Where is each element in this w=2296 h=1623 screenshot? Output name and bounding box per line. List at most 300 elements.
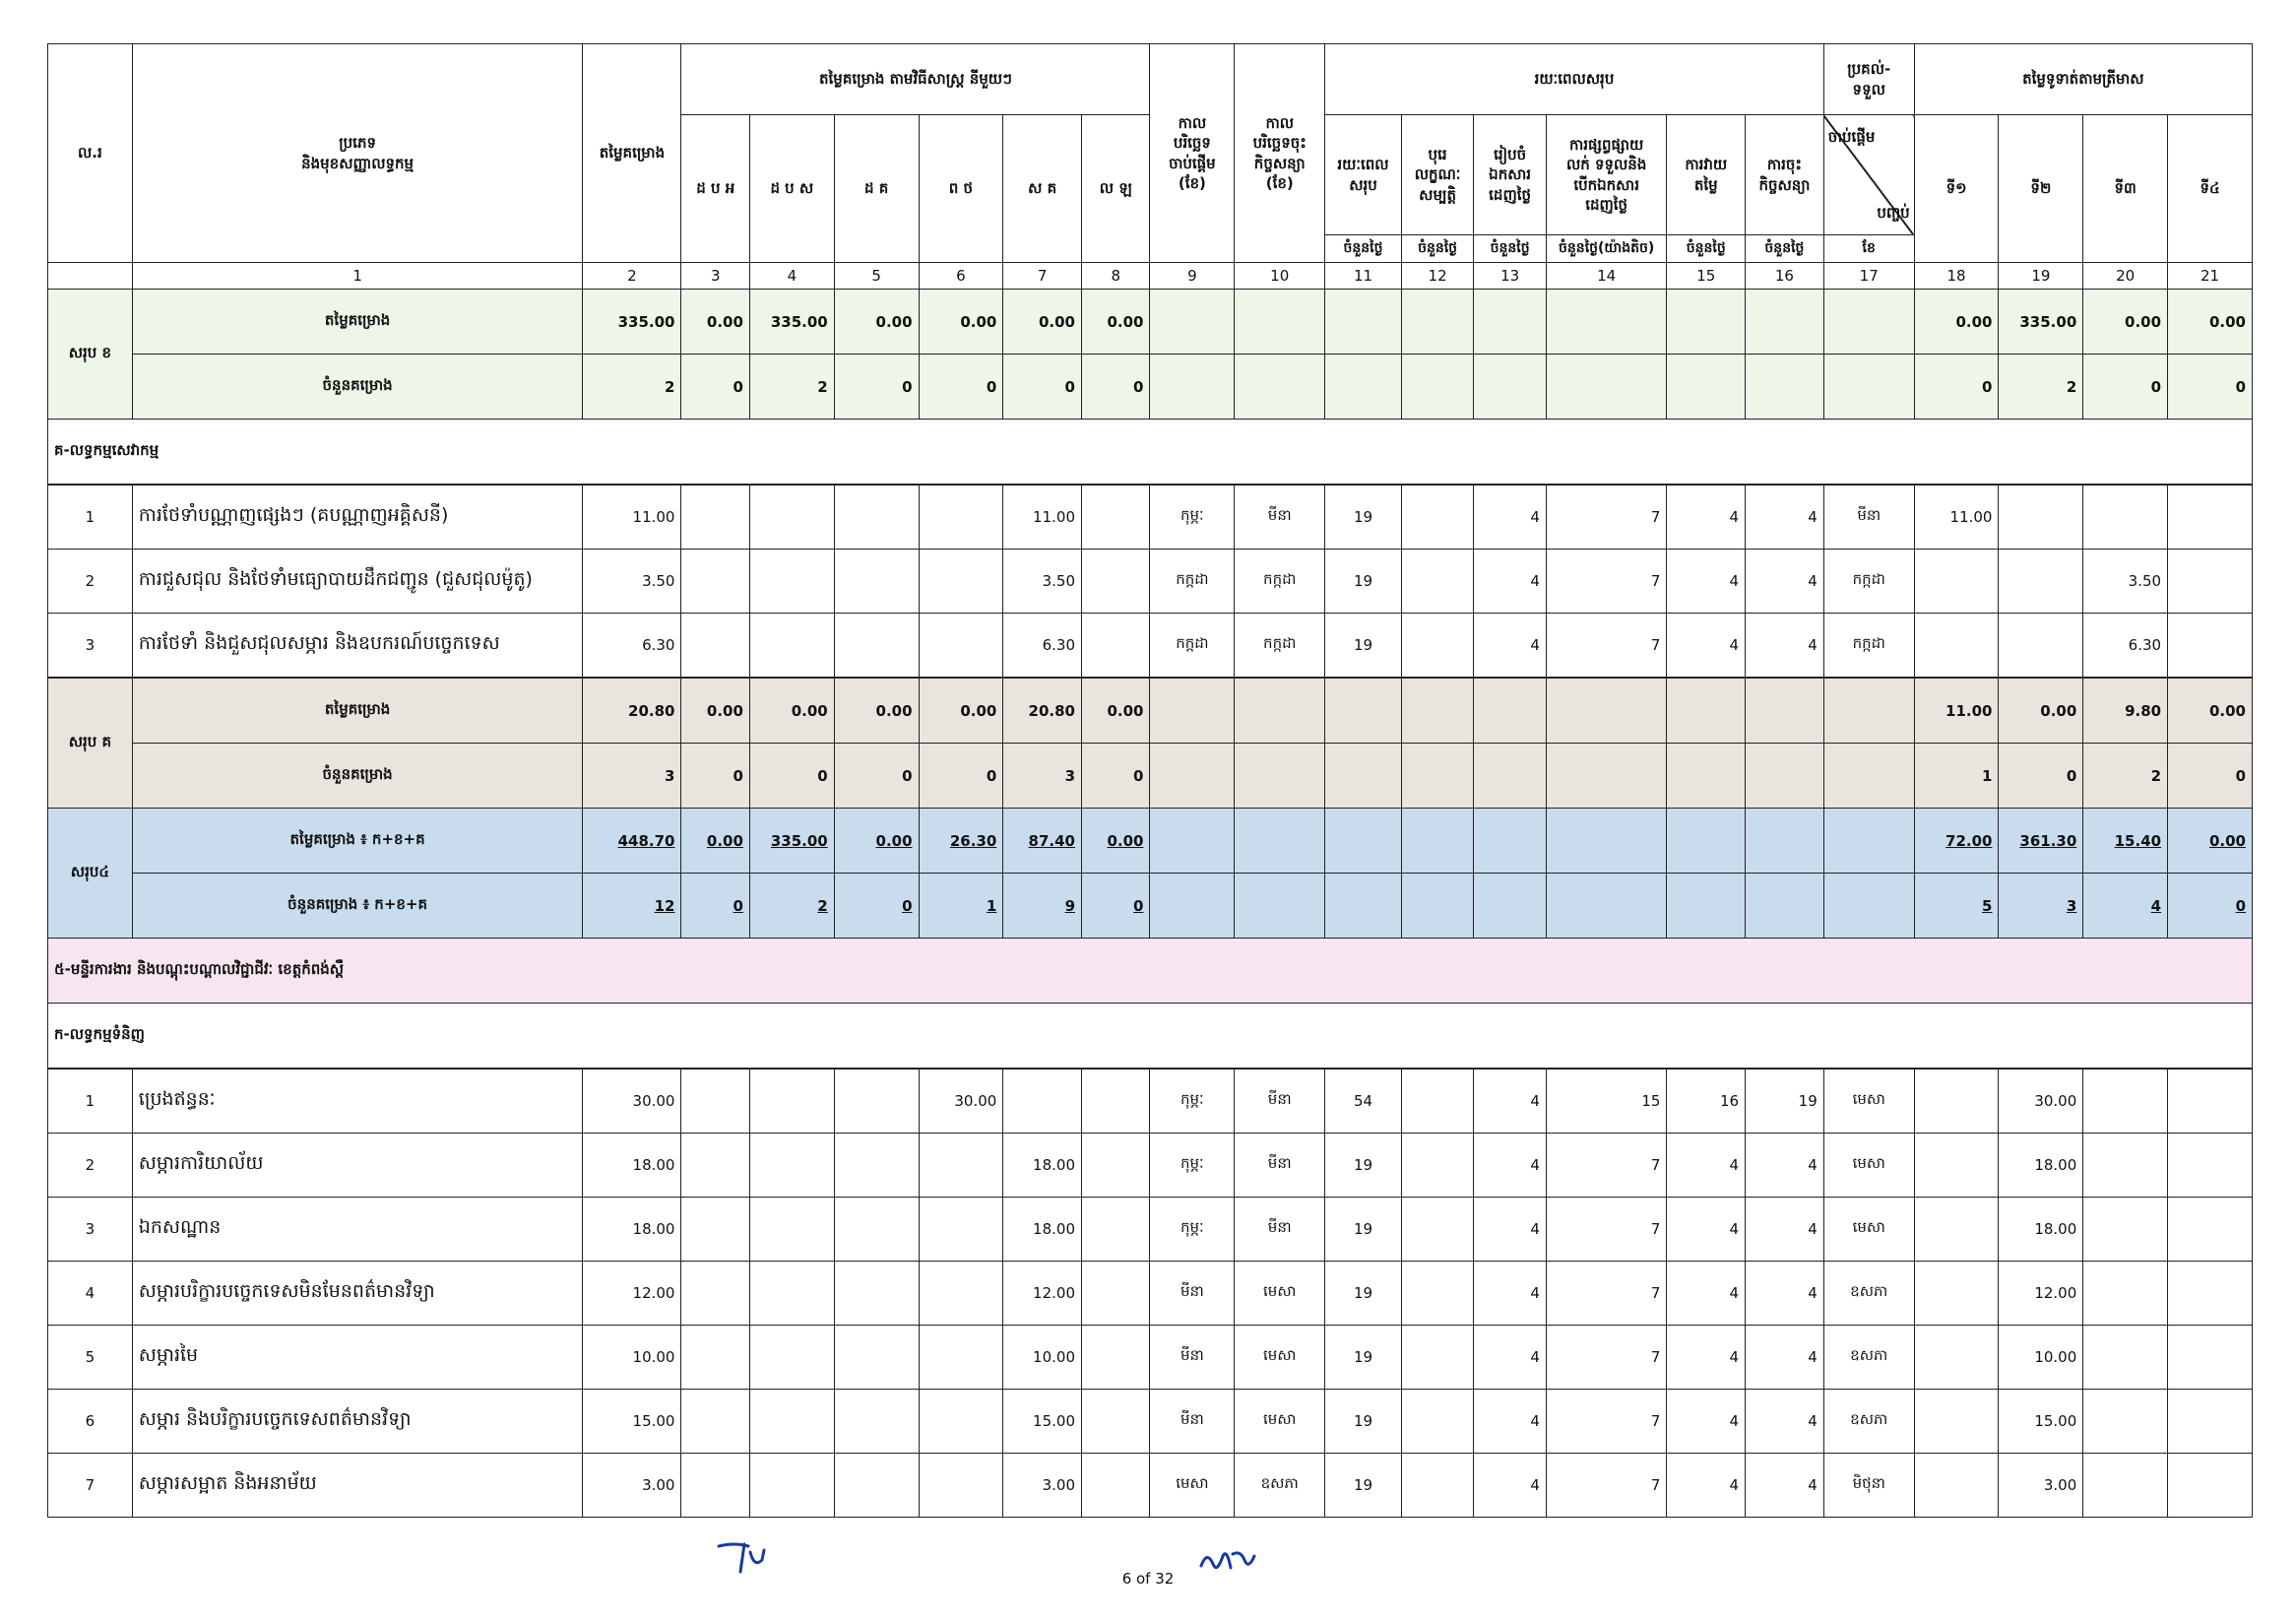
- start-month: កុម្ភៈ: [1150, 1134, 1235, 1198]
- contract-month: មីនា: [1235, 1070, 1325, 1134]
- empty-cell: [2168, 1454, 2253, 1518]
- contract-month: មីនា: [1235, 1198, 1325, 1262]
- table-row: [48, 1390, 2253, 1454]
- empty-cell: [1150, 679, 1235, 744]
- start-month: កក្កដា: [1150, 614, 1235, 678]
- contract-month: ឧសភា: [1235, 1454, 1325, 1518]
- start-month: កក្កដា: [1150, 550, 1235, 614]
- quarter-value: 2: [1999, 355, 2083, 420]
- item-name: សម្ភារមៃ: [132, 1326, 583, 1390]
- col-start-period-header: កាល បរិច្ឆេទ ចាប់ផ្តើម (ខែ): [1150, 44, 1235, 263]
- empty-cell: [1082, 486, 1150, 550]
- contract-month: កក្កដា: [1235, 550, 1325, 614]
- empty-cell: [2168, 1326, 2253, 1390]
- column-number-row: [48, 263, 2253, 290]
- empty-cell: [1823, 744, 1914, 809]
- duration-value: 7: [1546, 1390, 1667, 1454]
- empty-cell: [1474, 679, 1547, 744]
- empty-cell: [681, 486, 749, 550]
- summary-estimate-row: [48, 809, 2253, 874]
- duration-unit: ចំនួនថ្ងៃ: [1325, 235, 1402, 263]
- duration-value: 4: [1746, 1134, 1824, 1198]
- contract-month: មេសា: [1235, 1326, 1325, 1390]
- col-number: 14: [1546, 263, 1667, 290]
- col-number: 20: [2083, 263, 2168, 290]
- summary-value: 0: [834, 355, 919, 420]
- duration-value: 4: [1474, 1198, 1547, 1262]
- estimate-value: 11.00: [583, 486, 681, 550]
- quarter-value: 30.00: [1999, 1070, 2083, 1134]
- empty-cell: [681, 1262, 749, 1326]
- empty-cell: [1235, 744, 1325, 809]
- quarter-value: 18.00: [1999, 1134, 2083, 1198]
- duration-value: 4: [1667, 1198, 1746, 1262]
- summary-value: 9: [1003, 874, 1082, 939]
- empty-cell: [1401, 1262, 1474, 1326]
- empty-cell: [1914, 1326, 1999, 1390]
- quarter-value: [2168, 486, 2253, 550]
- empty-cell: [681, 1326, 749, 1390]
- duration-value: 4: [1667, 550, 1746, 614]
- table-row: [48, 550, 2253, 614]
- col-contract-period-header: កាល បរិច្ឆេទចុះ កិច្ចសន្យា (ខែ): [1235, 44, 1325, 263]
- receipt-month: មេសា: [1823, 1134, 1914, 1198]
- method-header: ស គ: [1003, 115, 1082, 263]
- duration-value: 15: [1546, 1070, 1667, 1134]
- quarter-value: 6.30: [2083, 614, 2168, 678]
- quarter-group-header: តម្លៃទូទាត់តាមត្រីមាស: [1914, 44, 2252, 115]
- empty-cell: [1325, 809, 1402, 874]
- summary-value: 335.00: [583, 290, 681, 355]
- summary-value: 0: [919, 744, 1003, 809]
- quarter-value: 4: [2083, 874, 2168, 939]
- empty-cell: [1401, 874, 1474, 939]
- initial-signature-mark: [715, 1538, 784, 1578]
- duration-header: ការផ្សព្វផ្សាយ លក់ ទទួលនិង បើកឯកសារ ដេញថ្លៃ: [1546, 115, 1667, 235]
- table-row: [48, 1134, 2253, 1198]
- table-row: [48, 1198, 2253, 1262]
- empty-cell: [1401, 1198, 1474, 1262]
- duration-value: 4: [1667, 1326, 1746, 1390]
- duration-value: 4: [1474, 1070, 1547, 1134]
- col-no-header: ល.រ: [48, 44, 133, 263]
- duration-value: 7: [1546, 1134, 1667, 1198]
- quarter-value: 0: [1914, 355, 1999, 420]
- quarter-value: 0.00: [2168, 679, 2253, 744]
- contract-month: មីនា: [1235, 1134, 1325, 1198]
- empty-cell: [681, 550, 749, 614]
- empty-cell: [2168, 1262, 2253, 1326]
- quarter-value: [1999, 614, 2083, 678]
- quarter-header: ទី៤: [2168, 115, 2253, 263]
- receipt-month: ឧសភា: [1823, 1262, 1914, 1326]
- quarter-value: 0.00: [1999, 679, 2083, 744]
- quarter-value: 0.00: [1914, 290, 1999, 355]
- table-row: [48, 1070, 2253, 1134]
- initial-signature-mark: [1197, 1544, 1260, 1580]
- estimate-value: 10.00: [583, 1326, 681, 1390]
- duration-unit: ចំនួនថ្ងៃ: [1474, 235, 1547, 263]
- section-ministry-row: [48, 939, 2253, 1004]
- summary-totals-table: [47, 678, 2253, 1069]
- contract-month: មេសា: [1235, 1390, 1325, 1454]
- col-number: 18: [1914, 263, 1999, 290]
- empty-cell: [1082, 1070, 1150, 1134]
- summary-count-row: [48, 874, 2253, 939]
- summary-estimate-row: [48, 679, 2253, 744]
- empty-cell: [1401, 550, 1474, 614]
- receipt-month: កក្កដា: [1823, 614, 1914, 678]
- quarter-header: ទី៣: [2083, 115, 2168, 263]
- method-value: 18.00: [1003, 1198, 1082, 1262]
- empty-cell: [2168, 1390, 2253, 1454]
- quarter-value: 0: [2083, 355, 2168, 420]
- empty-cell: [834, 1326, 919, 1390]
- receipt-month: មីនា: [1823, 486, 1914, 550]
- empty-cell: [1474, 874, 1547, 939]
- col-number: 13: [1474, 263, 1547, 290]
- empty-cell: [749, 614, 834, 678]
- duration-value: 4: [1746, 1390, 1824, 1454]
- duration-unit: ចំនួនថ្ងៃ: [1401, 235, 1474, 263]
- estimate-value: 30.00: [583, 1070, 681, 1134]
- duration-value: 7: [1546, 550, 1667, 614]
- empty-cell: [1401, 614, 1474, 678]
- section-title: គ-លទ្ធកម្មសេវាកម្ម: [48, 420, 2253, 485]
- goods-items-table: [47, 1069, 2253, 1518]
- summary-value: 0.00: [681, 809, 749, 874]
- item-name: សម្ភារបរិក្ខារបច្ចេកទេសមិនមែនពត៌មានវិទ្យា: [132, 1262, 583, 1326]
- empty-cell: [834, 614, 919, 678]
- duration-value: 4: [1667, 1262, 1746, 1326]
- item-name: ឯកសណ្ឋាន: [132, 1198, 583, 1262]
- section-goods-row: [48, 1004, 2253, 1069]
- duration-value: 4: [1746, 1262, 1824, 1326]
- duration-value: 4: [1474, 1326, 1547, 1390]
- summary-count-row: [48, 744, 2253, 809]
- summary-value: 0: [919, 355, 1003, 420]
- empty-cell: [1667, 874, 1746, 939]
- method-value: 3.00: [1003, 1454, 1082, 1518]
- quarter-value: 1: [1914, 744, 1999, 809]
- empty-cell: [1401, 1070, 1474, 1134]
- empty-cell: [2083, 1390, 2168, 1454]
- empty-cell: [1823, 679, 1914, 744]
- empty-cell: [1546, 679, 1667, 744]
- quarter-value: 10.00: [1999, 1326, 2083, 1390]
- duration-value: 7: [1546, 486, 1667, 550]
- empty-cell: [1546, 874, 1667, 939]
- quarter-value: 3.50: [2083, 550, 2168, 614]
- receipt-month: មេសា: [1823, 1198, 1914, 1262]
- services-items-table: [47, 485, 2253, 678]
- procurement-table: [47, 43, 2253, 485]
- quarter-value: 335.00: [1999, 290, 2083, 355]
- summary-value: 0.00: [1003, 290, 1082, 355]
- row-number: 6: [48, 1390, 133, 1454]
- col-number: 8: [1081, 263, 1149, 290]
- summary-value: 0: [1082, 874, 1150, 939]
- col-number: 17: [1823, 263, 1914, 290]
- row-number: 2: [48, 550, 133, 614]
- quarter-header: ទី២: [1999, 115, 2083, 263]
- empty-cell: [834, 1198, 919, 1262]
- empty-cell: [1082, 1198, 1150, 1262]
- col-number: 15: [1667, 263, 1746, 290]
- empty-cell: [1823, 874, 1914, 939]
- empty-cell: [834, 1390, 919, 1454]
- estimate-label: តម្លៃគម្រោង: [132, 679, 583, 744]
- item-name: សម្ភារ និងបរិក្ខារបច្ចេកទេសពត៌មានវិទ្យា: [132, 1390, 583, 1454]
- empty-cell: [834, 1454, 919, 1518]
- quarter-value: 0: [2168, 874, 2253, 939]
- quarter-value: 0: [1999, 744, 2083, 809]
- quarter-value: 0.00: [2168, 809, 2253, 874]
- contract-month: កក្កដា: [1235, 614, 1325, 678]
- start-month: មីនា: [1150, 1262, 1235, 1326]
- empty-cell: [1082, 550, 1150, 614]
- summary-label: សរុប៤: [48, 809, 133, 939]
- duration-value: 4: [1474, 1262, 1547, 1326]
- summary-value: 3: [583, 744, 681, 809]
- summary-value: 0.00: [1081, 290, 1149, 355]
- empty-cell: [1667, 809, 1746, 874]
- duration-value: 4: [1474, 486, 1547, 550]
- quarter-value: 2: [2083, 744, 2168, 809]
- table-row: [48, 1326, 2253, 1390]
- empty-cell: [681, 1070, 749, 1134]
- duration-unit: ចំនួនថ្ងៃ: [1746, 235, 1824, 263]
- duration-total: 19: [1325, 1134, 1402, 1198]
- summary-value: 0.00: [681, 679, 749, 744]
- empty-cell: [1082, 1262, 1150, 1326]
- empty-cell: [1235, 874, 1325, 939]
- duration-total: 54: [1325, 1070, 1402, 1134]
- empty-cell: [2168, 1198, 2253, 1262]
- method-value: 10.00: [1003, 1326, 1082, 1390]
- duration-total: 19: [1325, 1390, 1402, 1454]
- receipt-month: ឧសភា: [1823, 1326, 1914, 1390]
- empty-cell: [1401, 486, 1474, 550]
- quarter-value: 11.00: [1914, 486, 1999, 550]
- empty-cell: [1401, 1134, 1474, 1198]
- receipt-month: មិថុនា: [1823, 1454, 1914, 1518]
- summary-value: 0.00: [834, 290, 919, 355]
- duration-value: 4: [1474, 614, 1547, 678]
- summary-value: 0.00: [1082, 809, 1150, 874]
- col-number: 3: [681, 263, 749, 290]
- estimate-value: 18.00: [583, 1134, 681, 1198]
- empty-cell: [1401, 744, 1474, 809]
- summary-value: 448.70: [583, 809, 681, 874]
- section-title: ៥-មន្ទីរការងារ និងបណ្តុះបណ្តាលវិជ្ជាជីវៈ ខេត្តកំពង់ស្ពឺ: [48, 939, 2253, 1004]
- method-value: 30.00: [919, 1070, 1003, 1134]
- receipt-month: កក្កដា: [1823, 550, 1914, 614]
- duration-total: 19: [1325, 486, 1402, 550]
- col-number: 4: [749, 263, 834, 290]
- empty-cell: [2083, 1198, 2168, 1262]
- method-value: [919, 1454, 1003, 1518]
- col-number: 16: [1746, 263, 1824, 290]
- empty-cell: [2083, 1070, 2168, 1134]
- empty-cell: [1235, 679, 1325, 744]
- summary-value: 0.00: [681, 290, 749, 355]
- quarter-value: 15.00: [1999, 1390, 2083, 1454]
- estimate-label: តម្លៃគម្រោង ៖ ក+ខ+គ: [132, 809, 583, 874]
- quarter-value: 3.00: [1999, 1454, 2083, 1518]
- empty-cell: [1325, 744, 1402, 809]
- summary-label: សរុប គ: [48, 679, 133, 809]
- empty-cell: [749, 1390, 834, 1454]
- col-number: 7: [1003, 263, 1082, 290]
- duration-value: 4: [1667, 1454, 1746, 1518]
- empty-cell: [2083, 1262, 2168, 1326]
- empty-cell: [834, 486, 919, 550]
- quarter-value: 11.00: [1914, 679, 1999, 744]
- summary-value: 12: [583, 874, 681, 939]
- empty-cell: [1823, 809, 1914, 874]
- duration-header: រៀបចំ ឯកសារ ដេញថ្លៃ: [1474, 115, 1547, 235]
- procurement-plan-sheet: [47, 43, 2253, 1518]
- empty-cell: [1746, 809, 1824, 874]
- start-month: មីនា: [1150, 1326, 1235, 1390]
- col-number: 2: [583, 263, 681, 290]
- empty-cell: [1401, 809, 1474, 874]
- method-header: ដ ប អ: [681, 115, 749, 263]
- receipt-end-label: បញ្ចប់: [1877, 203, 1910, 222]
- duration-total: 19: [1325, 550, 1402, 614]
- duration-total: 19: [1325, 1326, 1402, 1390]
- empty-cell: [1401, 1454, 1474, 1518]
- summary-value: 20.80: [583, 679, 681, 744]
- summary-value: 87.40: [1003, 809, 1082, 874]
- empty-cell: [1082, 1134, 1150, 1198]
- summary-value: 0: [681, 744, 749, 809]
- summary-value: 0: [834, 874, 919, 939]
- duration-value: 4: [1667, 486, 1746, 550]
- section-title: ក-លទ្ធកម្មទំនិញ: [48, 1004, 2253, 1069]
- estimate-value: 3.00: [583, 1454, 681, 1518]
- col-number: 12: [1401, 263, 1474, 290]
- row-number: 5: [48, 1326, 133, 1390]
- empty-cell: [749, 1198, 834, 1262]
- method-value: 11.00: [1003, 486, 1082, 550]
- empty-cell: [1150, 744, 1235, 809]
- estimate-value: 6.30: [583, 614, 681, 678]
- summary-value: 0: [749, 744, 834, 809]
- method-group-header: តម្លៃគម្រោង តាមវិធីសាស្ត្រ នីមួយៗ: [681, 44, 1150, 115]
- duration-header: រយៈពេល សរុប: [1325, 115, 1402, 235]
- empty-cell: [834, 1134, 919, 1198]
- page-number: 6 of 32: [1121, 1570, 1175, 1588]
- quarter-value: [1999, 486, 2083, 550]
- quarter-value: [2168, 550, 2253, 614]
- quarter-value: 18.00: [1999, 1198, 2083, 1262]
- start-month: មេសា: [1150, 1454, 1235, 1518]
- empty-cell: [1746, 744, 1824, 809]
- receipt-group-header: ប្រគល់- ទទួល: [1823, 44, 1914, 115]
- empty-cell: [1914, 1070, 1999, 1134]
- empty-cell: [1150, 874, 1235, 939]
- empty-cell: [1914, 1390, 1999, 1454]
- method-value: 18.00: [1003, 1134, 1082, 1198]
- duration-value: 4: [1474, 1454, 1547, 1518]
- empty-cell: [1667, 679, 1746, 744]
- empty-cell: [749, 1070, 834, 1134]
- col-number: 21: [2168, 263, 2253, 290]
- summary-value: 0: [681, 355, 749, 420]
- empty-cell: [1914, 1454, 1999, 1518]
- empty-cell: [1914, 1134, 1999, 1198]
- empty-cell: [681, 1454, 749, 1518]
- summary-value: 0: [1082, 744, 1150, 809]
- method-value: [919, 1134, 1003, 1198]
- empty-cell: [919, 550, 1003, 614]
- row-number: 4: [48, 1262, 133, 1326]
- duration-total: 19: [1325, 1262, 1402, 1326]
- quarter-value: [1914, 550, 1999, 614]
- method-value: [919, 1326, 1003, 1390]
- summary-value: 0.00: [919, 679, 1003, 744]
- duration-value: 19: [1746, 1070, 1824, 1134]
- col-number: 9: [1150, 263, 1235, 290]
- summary-value: 0.00: [919, 290, 1003, 355]
- empty-cell: [1474, 809, 1547, 874]
- row-number: 1: [48, 486, 133, 550]
- duration-header: បុរេ លក្ខណៈ សម្បត្តិ: [1401, 115, 1474, 235]
- duration-value: 7: [1546, 1454, 1667, 1518]
- summary-value: 0.00: [834, 809, 919, 874]
- duration-value: 4: [1667, 614, 1746, 678]
- summary-value: 20.80: [1003, 679, 1082, 744]
- start-month: កុម្ភៈ: [1150, 1198, 1235, 1262]
- method-header: ដ គ: [834, 115, 919, 263]
- quarter-value: [2168, 614, 2253, 678]
- empty-cell: [681, 1134, 749, 1198]
- start-month: កុម្ភៈ: [1150, 1070, 1235, 1134]
- section-services-row: [48, 420, 2253, 485]
- summary-value: 0: [681, 874, 749, 939]
- quarter-value: 0: [2168, 744, 2253, 809]
- empty-cell: [1082, 1454, 1150, 1518]
- item-name: សម្ភារការិយាល័យ: [132, 1134, 583, 1198]
- empty-cell: [1325, 874, 1402, 939]
- receipt-unit: ខែ: [1823, 235, 1914, 263]
- summary-value: 335.00: [749, 290, 834, 355]
- duration-total: 19: [1325, 1454, 1402, 1518]
- quarter-value: 12.00: [1999, 1262, 2083, 1326]
- quarter-header: ទី១: [1914, 115, 1999, 263]
- empty-cell: [1150, 809, 1235, 874]
- col-type-header: ប្រភេទ និងមុខសញ្ញាលទ្ធកម្ម: [132, 44, 583, 263]
- quarter-value: 0.00: [2083, 290, 2168, 355]
- duration-total: 19: [1325, 614, 1402, 678]
- summary-value: 0.00: [1082, 679, 1150, 744]
- contract-month: មីនា: [1235, 486, 1325, 550]
- estimate-value: 18.00: [583, 1198, 681, 1262]
- count-label: ចំនួនគម្រោង: [132, 355, 583, 420]
- row-number: 3: [48, 614, 133, 678]
- empty-cell: [749, 550, 834, 614]
- empty-cell: [2083, 1134, 2168, 1198]
- start-month: កុម្ភៈ: [1150, 486, 1235, 550]
- quarter-value: [2083, 486, 2168, 550]
- method-value: 15.00: [1003, 1390, 1082, 1454]
- empty-cell: [919, 486, 1003, 550]
- method-value: 12.00: [1003, 1262, 1082, 1326]
- empty-cell: [1401, 679, 1474, 744]
- summary-value: 2: [749, 355, 834, 420]
